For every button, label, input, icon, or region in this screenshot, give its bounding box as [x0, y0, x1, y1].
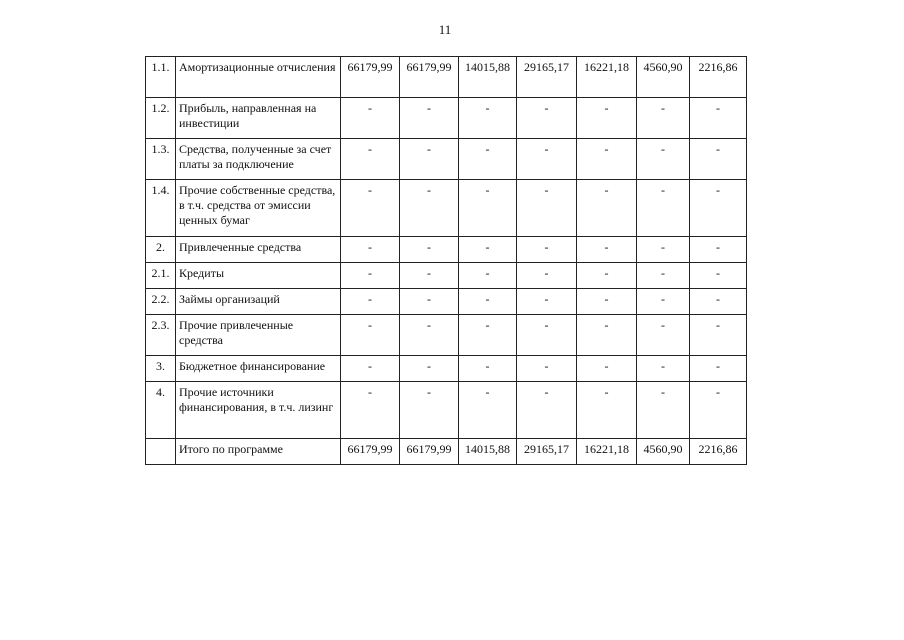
row-name: Средства, полученные за счет платы за подключение [176, 139, 341, 180]
row-value: - [637, 237, 690, 263]
row-value: - [400, 382, 459, 439]
row-name: Прибыль, направленная на инвестиции [176, 98, 341, 139]
row-value: - [637, 139, 690, 180]
row-value: - [400, 98, 459, 139]
row-value: - [400, 356, 459, 382]
row-value: - [517, 263, 577, 289]
row-value: 66179,99 [341, 57, 400, 98]
total-value: 66179,99 [341, 439, 400, 465]
row-value: - [341, 382, 400, 439]
total-label: Итого по программе [176, 439, 341, 465]
row-value: - [690, 382, 747, 439]
row-value: - [459, 139, 517, 180]
row-name: Прочие источники финансирования, в т.ч. лизинг [176, 382, 341, 439]
row-value: - [690, 263, 747, 289]
row-name: Займы организаций [176, 289, 341, 315]
row-value: 2216,86 [690, 57, 747, 98]
row-value: - [400, 139, 459, 180]
page-number: 11 [438, 22, 452, 37]
row-name: Прочие привлеченные средства [176, 315, 341, 356]
row-name: Кредиты [176, 263, 341, 289]
row-value: - [637, 289, 690, 315]
row-value: - [577, 98, 637, 139]
row-number: 3. [146, 356, 176, 382]
row-number [146, 439, 176, 465]
table-row [146, 315, 747, 356]
table-row [146, 263, 747, 289]
financing-table [145, 56, 747, 465]
row-value: - [400, 237, 459, 263]
row-value: - [637, 382, 690, 439]
row-value: - [341, 237, 400, 263]
row-value: - [341, 356, 400, 382]
row-value: - [459, 237, 517, 263]
total-row [146, 439, 747, 465]
row-value: - [517, 289, 577, 315]
row-value: - [690, 356, 747, 382]
row-value: - [517, 382, 577, 439]
row-value: - [690, 139, 747, 180]
row-value: - [459, 315, 517, 356]
total-value: 2216,86 [690, 439, 747, 465]
row-value: - [690, 237, 747, 263]
row-value: - [577, 180, 637, 237]
row-value: - [341, 180, 400, 237]
row-number: 1.3. [146, 139, 176, 180]
row-value: - [459, 289, 517, 315]
row-value: - [459, 356, 517, 382]
row-value: - [517, 180, 577, 237]
row-value: - [577, 263, 637, 289]
row-name: Привлеченные средства [176, 237, 341, 263]
table-row [146, 356, 747, 382]
row-value: - [517, 237, 577, 263]
row-name: Бюджетное финансирование [176, 356, 341, 382]
row-value: - [637, 98, 690, 139]
row-value: - [341, 98, 400, 139]
row-value: - [637, 356, 690, 382]
row-number: 2.1. [146, 263, 176, 289]
row-value: - [341, 263, 400, 289]
row-number: 1.4. [146, 180, 176, 237]
row-value: - [400, 263, 459, 289]
table-row [146, 139, 747, 180]
row-value: - [341, 139, 400, 180]
row-value: - [459, 382, 517, 439]
row-value: - [637, 263, 690, 289]
row-value: - [400, 180, 459, 237]
row-number: 2.2. [146, 289, 176, 315]
row-value: - [577, 237, 637, 263]
row-value: - [690, 315, 747, 356]
row-value: 14015,88 [459, 57, 517, 98]
row-value: 29165,17 [517, 57, 577, 98]
row-value: - [341, 289, 400, 315]
row-value: - [459, 263, 517, 289]
row-value: - [400, 289, 459, 315]
row-value: - [459, 180, 517, 237]
row-number: 4. [146, 382, 176, 439]
row-value: - [690, 289, 747, 315]
row-number: 2. [146, 237, 176, 263]
row-name: Прочие собственные средства, в т.ч. средства от эмиссии ценных бумаг [176, 180, 341, 237]
row-value: - [690, 98, 747, 139]
row-value: - [690, 180, 747, 237]
row-value: - [517, 98, 577, 139]
row-value: - [517, 315, 577, 356]
row-number: 1.1. [146, 57, 176, 98]
table-row [146, 98, 747, 139]
table-row [146, 180, 747, 237]
table-row [146, 57, 747, 98]
row-value: - [637, 315, 690, 356]
total-value: 66179,99 [400, 439, 459, 465]
row-name: Амортизационные отчисления [176, 57, 341, 98]
row-value: - [517, 356, 577, 382]
row-value: 4560,90 [637, 57, 690, 98]
table-row [146, 289, 747, 315]
row-value: - [577, 382, 637, 439]
total-value: 29165,17 [517, 439, 577, 465]
row-number: 1.2. [146, 98, 176, 139]
row-value: - [577, 139, 637, 180]
row-value: 66179,99 [400, 57, 459, 98]
row-value: - [577, 315, 637, 356]
table-row [146, 237, 747, 263]
row-value: - [341, 315, 400, 356]
total-value: 4560,90 [637, 439, 690, 465]
row-value: - [577, 356, 637, 382]
row-value: - [459, 98, 517, 139]
row-number: 2.3. [146, 315, 176, 356]
row-value: - [400, 315, 459, 356]
row-value: 16221,18 [577, 57, 637, 98]
row-value: - [517, 139, 577, 180]
row-value: - [577, 289, 637, 315]
table-row [146, 382, 747, 439]
total-value: 14015,88 [459, 439, 517, 465]
row-value: - [637, 180, 690, 237]
total-value: 16221,18 [577, 439, 637, 465]
